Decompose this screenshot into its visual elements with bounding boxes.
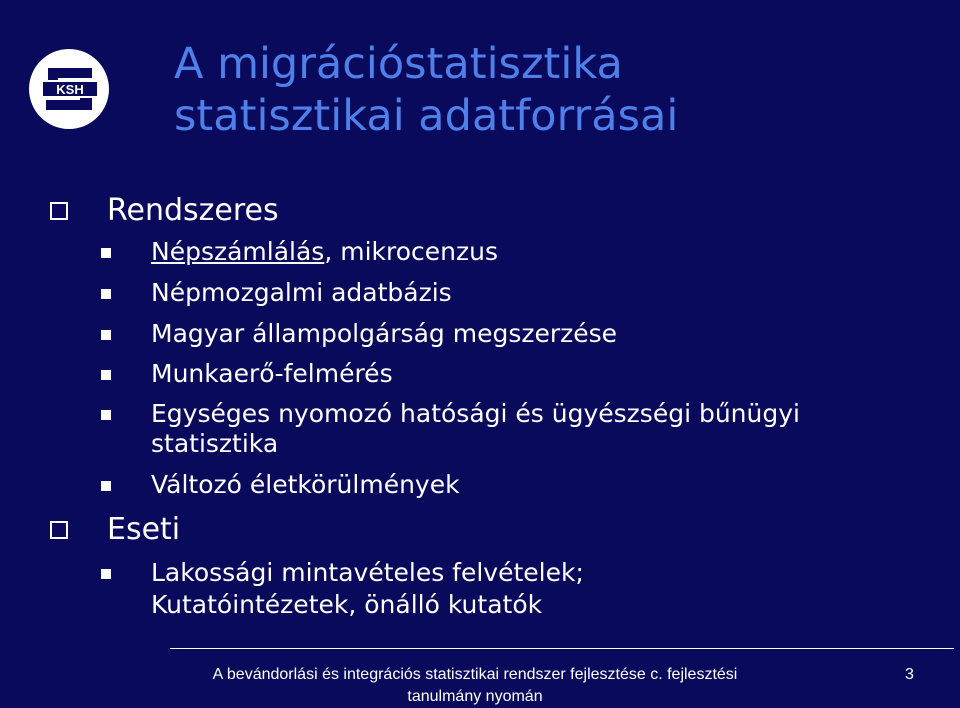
section-label: Eseti: [107, 512, 181, 547]
list-item-text-line-2: Kutatóintézetek, önálló kutatók: [151, 590, 543, 619]
logo-text: KSH: [56, 82, 84, 97]
square-bullet-icon: [101, 410, 111, 420]
list-item-text-line-2: statisztika: [151, 429, 279, 458]
footer-divider: [170, 648, 954, 649]
square-bullet-icon: [101, 569, 111, 579]
hollow-square-bullet-icon: [50, 521, 68, 539]
list-item-text: Népmozgalmi adatbázis: [151, 278, 452, 307]
list-item-text: Magyar állampolgárság megszerzése: [151, 319, 618, 348]
page-number: 3: [905, 666, 914, 683]
title-line-2: statisztikai adatforrásai: [174, 91, 679, 141]
section-label: Rendszeres: [107, 193, 279, 228]
list-item-text: , mikrocenzus: [324, 237, 498, 266]
footer-line-1: A bevándorlási és integrációs statisztikai rendszer fejlesztése c. fejlesztési: [212, 666, 738, 683]
list-item-text-line-1: Lakossági mintavételes felvételek;: [151, 558, 584, 587]
slide-title: [174, 38, 934, 142]
square-bullet-icon: [101, 248, 111, 258]
nepszamlalas-link[interactable]: Népszámlálás: [151, 237, 325, 266]
square-bullet-icon: [101, 481, 111, 491]
square-bullet-icon: [101, 370, 111, 380]
list-item-text: Változó életkörülmények: [151, 470, 460, 499]
title-line-1: A migrációstatisztika: [174, 39, 623, 89]
footer-caption: [170, 664, 780, 708]
list-item-text-line-1: Egységes nyomozó hatósági és ügyészségi bűnügyi: [151, 399, 800, 428]
ksh-logo: [28, 48, 110, 130]
hollow-square-bullet-icon: [50, 202, 68, 220]
square-bullet-icon: [101, 330, 111, 340]
footer-line-2: tanulmány nyomán: [407, 688, 543, 705]
square-bullet-icon: [101, 289, 111, 299]
list-item-text: Munkaerő-felmérés: [151, 359, 393, 388]
